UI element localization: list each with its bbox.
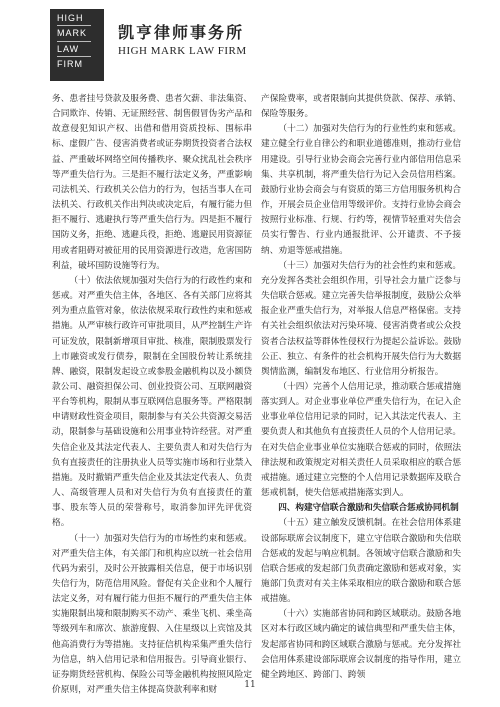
paragraph: （十）依法依规加强对失信行为的行政性约束和惩戒。对严重失信主体，各地区、各有关部门应将其列为重点监管对象，依法依规采取行政性约束和惩戒措施。从严审核行政许可审批项目，从严控制生产许可证发放，限制新增项目审批、核准，限制股票发行上市融资或发行债券，限制在全国股份转让系统挂牌、融资，限制发起设立或参股金融机构以及小额贷款公司、融资担保公司、创业投资公司、互联网融资平台等机构，限制从事互联网信息服务等。严格限制申请财政性资金项目，限制参与有关公共资源交易活动，限制参与基础设施和公用事业特许经营。对严重失信企业及其法定代表人、主要负责人和对失信行为负有直接责任的注册执业人员等实施市场和行业禁入措施。及时撤销严重失信企业及其法定代表人、负责人、高级管理人员和对失信行为负有直接责任的董事、股东等人员的荣誉称号，取消参加评先评优资格。: [52, 275, 252, 529]
logo-text-high: HIGH: [57, 13, 84, 23]
paragraph: 产保险费率，或者限制向其提供贷款、保荐、承销、保险等服务。: [261, 94, 461, 120]
firm-name-english: HIGH MARK LAW FIRM: [118, 45, 247, 57]
logo-text-firm: FIRM: [57, 59, 83, 70]
firm-name-chinese: 凯亨律师事务所: [118, 23, 245, 42]
logo-text-law: LAW: [57, 43, 80, 54]
logo-divider: [57, 25, 91, 26]
paragraph: （十一）加强对失信行为的市场性约束和惩戒。对严重失信主体，有关部门和机构应以统一社会信用代码为索引，及时公开披露相关信息，便于市场识别失信行为，防范信用风险。督促有关企业和个人履行法定义务，对有履行能力但拒不履行的严重失信主体实施限制出境和限制购买不动产、乘坐飞机、乘坐高等级列车和席次、旅游度假、入住星级以上宾馆及其他高消费行为等措施。支持征信机构采集严重失信行为信息，纳入信用记录和信用报告。引导商业银行、证券期货经营机构、保险公司等金融机构按照风险定价原则，对严重失信主体提高贷款利率和财: [52, 533, 252, 696]
page-number: 11: [244, 680, 256, 690]
paragraph: （十四）完善个人信用记录，推动联合惩戒措施落实到人。对企业事业单位严重失信行为，在记入企业事业单位信用记录的同时，记入其法定代表人、主要负责人和其他负有直接责任人员的个人信用记录。在对失信企业事业单位实施联合惩戒的同时，依照法律法规和政策规定对相关责任人员采取相应的联合惩戒措施。通过建立完整的个人信用记录数据库及联合惩戒机制，使失信惩戒措施落实到人。: [261, 381, 461, 499]
logo-divider: [57, 41, 91, 42]
firm-logo: [50, 9, 104, 81]
paragraph: （十五）建立触发反馈机制。在社会信用体系建设部际联席会议制度下，建立守信联合激励和失信联合惩戒的发起与响应机制。各领域守信联合激励和失信联合惩戒的发起部门负责确定激励和惩戒对象，实施部门负责对有关主体采取相应的联合激励和联合惩戒措施。: [261, 518, 461, 605]
paragraph: 务、患者挂号贷款及服务费、患者欠薪、非法集资、合同欺诈、传销、无证照经营、制售假冒伪劣产品和故意侵犯知识产权、出借和借用资质投标、围标串标、虚假广告、侵害消费者或证券期货投资者合法权益、严重破坏网络空间传播秩序、聚众扰乱社会秩序等严重失信行为。三是拒不履行法定义务，严重影响司法机关、行政机关公信力的行为，包括当事人在司法机关、行政机关作出判决或决定后，有履行能力但拒不履行、逃避执行等严重失信行为。四是拒不履行国防义务，拒绝、逃避兵役，拒绝、逃避民用资源征用或者阻碍对被征用的民用资源进行改造，危害国防利益，破坏国防设施等行为。: [52, 94, 252, 271]
left-column: [52, 92, 252, 698]
paragraph: （十六）实施部省协同和跨区域联动。鼓励各地区对本行政区域内确定的诚信典型和严重失信主体，发起部省协同和跨区域联合激励与惩戒。充分发挥社会信用体系建设部际联席会议制度的指导作用，建立健全跨地区、跨部门、跨领: [261, 609, 461, 680]
logo-divider: [57, 56, 91, 57]
logo-text-mark: MARK: [57, 28, 88, 39]
paragraph: （十三）加强对失信行为的社会性约束和惩戒。充分发挥各类社会组织作用，引导社会力量广泛参与失信联合惩戒。建立完善失信举报制度，鼓励公众举报企业严重失信行为，对举报人信息严格保密。支持有关社会组织依法对污染环境、侵害消费者或公众投资者合法权益等群体性侵权行为提起公益诉讼。鼓励公正、独立、有条件的社会机构开展失信行为大数据舆情监测，编制发布地区、行业信用分析报告。: [261, 260, 461, 377]
right-column: [261, 92, 461, 683]
paragraph: （十二）加强对失信行为的行业性约束和惩戒。建立健全行业自律公约和职业道德准则，推动行业信用建设。引导行业协会商会完善行业内部信用信息采集、共享机制，将严重失信行为记入会员信用档案。鼓励行业协会商会与有资质的第三方信用服务机构合作，开展会员企业信用等级评价。支持行业协会商会按照行业标准、行规、行约等，视情节轻重对失信会员实行警告、行业内通报批评、公开谴责、不予接纳、劝退等惩戒措施。: [261, 124, 461, 256]
section-heading: 四、构建守信联合激励和失信联合惩戒协同机制: [278, 503, 459, 514]
